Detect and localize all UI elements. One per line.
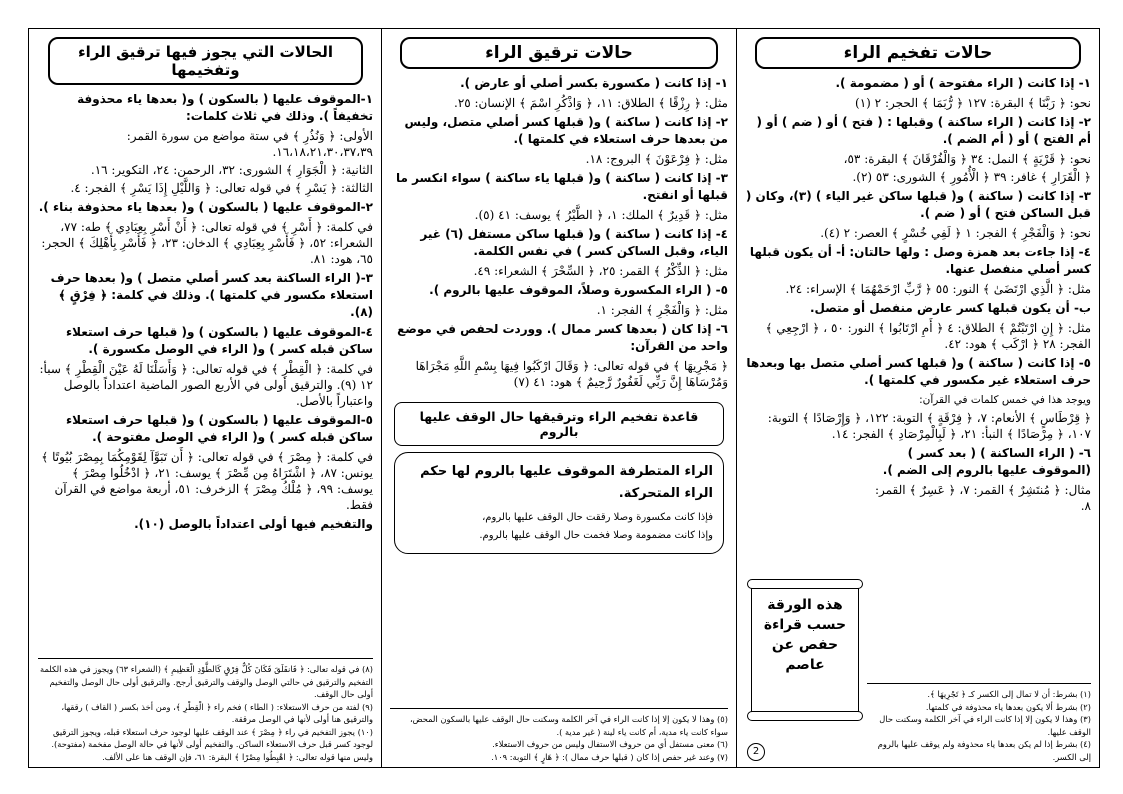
example-line: مثل: ﴿ الَّذِي ارْتَضَىٰ ﴾ النور: ٥٥ ﴿ رَّبِّ ارْحَمْهُمَا ﴾ الإسراء: ٢٤.	[785, 282, 1091, 296]
rule-item: ١- إذا كانت ( مكسورة بكسر أصلي أو عارض ).	[460, 76, 728, 90]
page-number: 2	[747, 743, 765, 761]
rule-item: ٦- إذا كان ( بعدها كسر ممال ). ووردت لحفص في موضع واحد من القرآن:	[397, 322, 728, 353]
column-tafkheem	[737, 29, 1099, 767]
example-line: في كلمة: ﴿ مِصْرَ ﴾ في قوله تعالى: ﴿ أَن تَبَوَّآ لِقَوْمِكُمَا بِمِصْرَ بُيُوتًا ﴾ يونس: ٨٧، ﴿ اشْتَرَاهُ مِن مِّصْرَ ﴾ يوسف: ٢١، ﴿ ادْخُلُوا مِصْرَ ﴾ يوسف: ٩٩، ﴿ مُلْكُ مِصْرَ ﴾ الزخرف: ٥١، أربعة مواضع في القرآن فقط.	[41, 450, 373, 512]
rule-item: ٥-الموقوف عليها ( بالسكون ) و( قبلها حرف استعلاء ساكن قبله كسر ) و( الراء في الوصل مفتوحة ).	[65, 413, 373, 444]
footnote: (٧) وعند غير حفص إذا كان ( قبلها حرف ممال ): ﴿ هَارٍ ﴾ التوبة: ١٠٩.	[491, 751, 728, 762]
rule-item: ٤- إذا جاءت بعد همزة وصل : ولها حالتان: أ- أن يكون قبلها كسر أصلي منفصل عنها.	[749, 245, 1091, 276]
footnote: (٦) معنى مستفل أي من حروف الاستفال وليس من حروف الاستعلاء.	[492, 739, 728, 749]
example-line: مثال: ﴿ مُنتَشِرٌ ﴾ القمر: ٧، ﴿ عَسِرٌ ﴾ القمر: ٨.	[874, 483, 1091, 513]
rule-item: ٦- ( الراء الساكنة ) ( بعد كسر ) (الموقوف عليها بالروم إلى الضم ).	[882, 446, 1091, 477]
footnotes	[867, 683, 1091, 763]
footnote: (٨) في قوله تعالى: ﴿ فَانفَلَقَ فَكَانَ كُلُّ فِرْقٍ كَالطَّوْدِ الْعَظِيمِ ﴾ (الشعراء ٦٣) ويجوز في هذه الكلمة التفخيم والترقيق في حالتي الوصل والوقف والترقيق أرجح. والترقيق أولى حال الوصل والتفخيم أولى حال الوقف.	[40, 664, 373, 699]
scroll-note-text: هذه الورقة حسب قراءة حفص عن عاصم	[763, 597, 847, 673]
example-line: ﴿ مَجْرِيهَا ﴾ في قوله تعالى: ﴿ وَقَالَ ارْكَبُوا فِيهَا بِسْمِ اللَّهِ مَجْرَاهَا وَمُرْسَاهَا إِنَّ رَبِّي لَغَفُورٌ رَّحِيمٌ ﴾ هود: ٤١ (٧)	[415, 359, 728, 389]
rule-item: ٢- إذا كانت ( الراء ساكنة ) وقبلها : ( فتح ) أو ( ضم ) أو ( أم الفتح ) أو ( أم الضم ).	[756, 115, 1091, 146]
example-line: نحو: ﴿ قَرْيَةٍ ﴾ النمل: ٣٤ ﴿ وَالْفُرْقَانَ ﴾ البقرة: ٥٣،	[843, 152, 1091, 166]
column-tarqeeq	[381, 29, 737, 767]
rule-item: ٣- إذا كانت ( ساكنة ) و( قبلها ساكن غير الياء ) (٣)، وكان ( قبل الساكن فتح ) أو ( ضم ).	[745, 189, 1091, 220]
example-line: مثل: ﴿ رِزْقًا ﴾ الطلاق: ١١، ﴿ وَاذْكُرِ اسْمَ ﴾ الإنسان: ٢٥.	[453, 96, 728, 110]
example-line: مثل: ﴿ قَدِيرٌ ﴾ الملك: ١، ﴿ الطَّيْرُ ﴾ يوسف: ٤١ (٥).	[474, 208, 728, 222]
note-scroll	[751, 584, 859, 716]
rule-item: ١-الموقوف عليها ( بالسكون ) و( بعدها ياء محذوفة تخفيفاً ). وذلك في ثلاث كلمات:	[77, 92, 373, 123]
example-line: في كلمة: ﴿ الْقِطْرِ ﴾ في قوله تعالى: ﴿ وَأَسَلْنَا لَهُ عَيْنَ الْقِطْرِ ﴾ سبأ: ١٢ (٩). والترقيق أولى في الأربع الصور الماضية اعتداداً بالوصل واعتباراً بالأصل.	[39, 362, 373, 408]
rule-box-title: قاعدة تفخيم الراء وترقيقها حال الوقف عليها بالروم	[394, 402, 724, 446]
column-title: حالات ترقيق الراء	[400, 37, 718, 69]
rule-box	[394, 452, 724, 554]
column-jawaz	[30, 29, 381, 767]
example-line: مثل: ﴿ وَالْفَجْرِ ﴾ الفجر: ١.	[596, 303, 728, 317]
footnote: (٣) وهذا لا يكون إلا إذا كانت الراء في آخر الكلمة وسكنت حال الوقف عليها.	[879, 714, 1091, 737]
rule-sub-text: فإذا كانت مكسورة وصلا رققت حال الوقف عليها بالروم،	[482, 512, 713, 523]
example-line: نحو: ﴿ وَالْفَجْرِ ﴾ الفجر: ١ ﴿ لَفِي خُسْرٍ ﴾ العصر: ٢ (٤).	[820, 226, 1091, 240]
footnote: (١) بشرط: أن لا تمال إلى الكسر كـ ﴿ تَجْرِيهَا ﴾.	[927, 689, 1091, 699]
example-line: الثانية: ﴿ الْجَوَارِ ﴾ الشورى: ٣٢، الرحمن: ٢٤، التكوير: ١٦.	[90, 163, 373, 177]
example-line: ويوجد هذا في خمس كلمات في القرآن:	[919, 394, 1091, 406]
rule-item: ٢- إذا كانت ( ساكنة ) و( قبلها كسر أصلي متصل، وليس من بعدها حرف استعلاء في كلمتها ).	[404, 115, 728, 146]
rule-item: ٤-الموقوف عليها ( بالسكون ) و( قبلها حرف استعلاء ساكن قبله كسر ) و( الراء في الوصل مكسورة ).	[65, 325, 373, 356]
footnote: (٥) وهذا لا يكون إلا إذا كانت الراء في آخر الكلمة وسكنت حال الوقف عليها بالسكون المحض، سواء كانت ياء مدية، أم كانت ياء لينة ( غير مدية ).	[409, 714, 728, 737]
column-title: الحالات التي يجوز فيها ترقيق الراء وتفخيمها	[48, 37, 363, 85]
worksheet-page	[28, 28, 1100, 768]
example-line: الثالثة: ﴿ يَسْرِ ﴾ في قوله تعالى: ﴿ وَاللَّيْلِ إِذَا يَسْرِ ﴾ الفجر: ٤.	[70, 181, 373, 195]
rule-sub-text: وإذا كانت مضمومة وصلا فخمت حال الوقف عليها بالروم.	[479, 530, 713, 541]
footnotes	[38, 658, 373, 763]
example-line: الأولى: ﴿ وَنُذُرِ ﴾ في ستة مواضع من سورة القمر: ١٦،١٨،٢١،٣٠،٣٧،٣٩.	[126, 129, 373, 159]
example-line: مثل: ﴿ الذِّكْرُ ﴾ القمر: ٢٥، ﴿ السِّحْرَ ﴾ الشعراء: ٤٩.	[473, 264, 728, 278]
rule-item: ٣- إذا كانت ( ساكنة ) و( قبلها ياء ساكنة ) سواء انكسر ما قبلها أو انفتح.	[395, 171, 728, 202]
footnote: (٤) بشرط إذا لم يكن بعدها ياء محذوفة ولم يوقف عليها بالروم إلى الكسر.	[877, 739, 1091, 762]
footnote: (٩) لفتة من حرف الاستعلاء: ( الطاء ) فخم راء ﴿ الْقِطْرِ ﴾، ومن أخذ بكسر ( القاف ) رققها، والترقيق هنا أولى لأنها في الوصل مرققة.	[61, 701, 373, 724]
rule-item: ب- أن يكون قبلها كسر عارض منفصل أو متصل.	[809, 301, 1091, 315]
rule-item: ٥- إذا كانت ( ساكنة ) و( قبلها كسر أصلي متصل بها وبعدها حرف استعلاء غير مكسور في كلمتها ).	[746, 356, 1091, 387]
rule-item: ٤- إذا كانت ( ساكنة ) و( قبلها ساكن مستفل (٦) غير الياء، وقبل الساكن كسر ) في نفس الكلمة.	[420, 227, 728, 258]
footnotes	[390, 708, 728, 763]
rule-item: ٣-( الراء الساكنة بعد كسر أصلي متصل ) و( بعدها حرف استعلاء مكسور في كلمتها ). وذلك في كلمة: ﴿ فِرْقٍ ﴾ (٨).	[50, 271, 373, 319]
footnote: (١٠) يجوز التفخيم في راء ﴿ مِصْرَ ﴾ عند الوقف عليها لوجود حرف استعلاء قبله، ويجوز الترقيق لوجود كسر قبل حرف الاستعلاء الساكن. والتفخيم أولى لأنها في حالة الوصل مفخمة (مفتوحة). وليس منها قوله تعالى: ﴿ اهْبِطُوا مِصْرًا ﴾ البقرة: ٦١، فإن الوقف هنا على الألف.	[51, 726, 373, 762]
example-line: مثل: ﴿ فِرْعَوْنَ ﴾ البروج: ١٨.	[585, 152, 728, 166]
rule-item: ٥- ( الراء المكسورة وصلاً، الموقوف عليها بالروم ).	[429, 283, 728, 297]
rule-item: والتفخيم فيها أولى اعتداداً بالوصل (١٠).	[134, 517, 373, 531]
example-line: مثل: ﴿ إِنِ ارْتَبْتُمْ ﴾ الطلاق: ٤ ﴿ أَمِ ارْتَابُوا ﴾ النور: ٥٠ ، ﴿ ارْجِعِي ﴾ الفجر: ٢٨ ﴿ ارْكَب ﴾ هود: ٤٢.	[765, 321, 1091, 351]
rule-item: ٢-الموقوف عليها ( بالسكون ) و( بعدها ياء محذوفة بناء ).	[38, 200, 373, 214]
column-title: حالات تفخيم الراء	[755, 37, 1081, 69]
example-line: ﴿ الْقَرَارِ ﴾ غافر: ٣٩ ﴿ الْأُمُورِ ﴾ الشورى: ٥٣ (٢).	[852, 170, 1091, 184]
example-line: في كلمة: ﴿ أَسْرِ ﴾ في قوله تعالى: ﴿ أَنْ أَسْرِ بِعِبَادِي ﴾ طه: ٧٧، الشعراء: ٥٢، ﴿ فَأَسْرِ بِعِبَادِي ﴾ الدخان: ٢٣، ﴿ فَأَسْرِ بِأَهْلِكَ ﴾ الحجر: ٦٥، هود: ٨١.	[41, 220, 373, 266]
rule-item: ١- إذا كانت ( الراء مفتوحة ) أو ( مضمومة ).	[835, 76, 1091, 90]
footnote: (٢) بشرط ألا يكون بعدها ياء محذوفة في كلمتها.	[925, 701, 1091, 712]
example-line: نحو: ﴿ رَبَّنَا ﴾ البقرة: ١٢٧ ﴿ رُّبَمَا ﴾ الحجر: ٢ (١)	[855, 96, 1091, 110]
rule-main-text: الراء المتطرفة الموقوف عليها بالروم لها حكم الراء المتحركة.	[420, 464, 713, 501]
example-line: ﴿ قِرْطَاسٍ ﴾ الأنعام: ٧، ﴿ فِرْقَةٍ ﴾ التوبة: ١٢٢، ﴿ وَإِرْصَادًا ﴾ التوبة: ١٠٧، ﴿ مِرْصَادًا ﴾ النبأ: ٢١، ﴿ لَبِالْمِرْصَادِ ﴾ الفجر: ١٤.	[767, 411, 1091, 441]
